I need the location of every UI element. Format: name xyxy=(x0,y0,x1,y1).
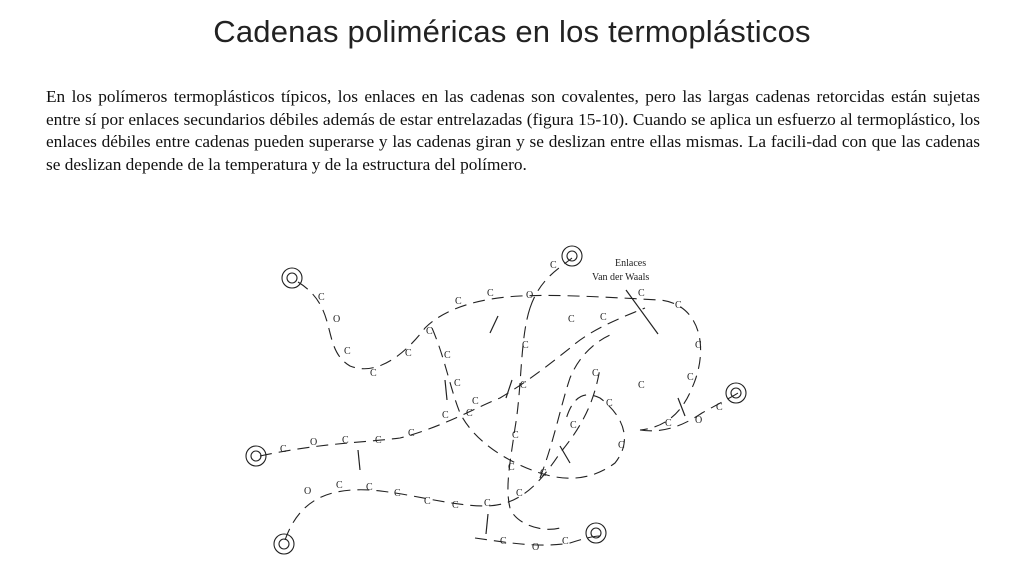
chain-3 xyxy=(285,368,600,540)
svg-text:C: C xyxy=(452,500,459,511)
svg-text:C: C xyxy=(687,372,694,383)
chain-2 xyxy=(260,308,645,456)
svg-text:C: C xyxy=(695,340,702,351)
annotation-line-2: Van der Waals xyxy=(592,272,650,283)
svg-text:C: C xyxy=(444,350,451,361)
svg-text:C: C xyxy=(342,435,349,446)
svg-text:O: O xyxy=(532,542,540,553)
svg-text:C: C xyxy=(665,418,672,429)
svg-text:C: C xyxy=(500,536,507,547)
atom-labels xyxy=(280,260,723,553)
svg-text:C: C xyxy=(466,408,473,419)
svg-text:C: C xyxy=(394,488,401,499)
svg-text:C: C xyxy=(280,444,287,455)
svg-text:C: C xyxy=(606,398,613,409)
benzene-ring-4 xyxy=(274,534,294,554)
svg-text:C: C xyxy=(366,482,373,493)
annotation-line-1: Enlaces xyxy=(615,258,647,269)
svg-text:C: C xyxy=(592,368,599,379)
svg-text:C: C xyxy=(570,420,577,431)
svg-text:C: C xyxy=(508,462,515,473)
svg-text:C: C xyxy=(442,410,449,421)
svg-text:C: C xyxy=(426,326,433,337)
benzene-ring-1 xyxy=(282,268,302,288)
svg-text:C: C xyxy=(487,288,494,299)
chain-8 xyxy=(540,333,615,478)
svg-text:C: C xyxy=(550,260,557,271)
svg-text:C: C xyxy=(454,378,461,389)
svg-text:C: C xyxy=(370,368,377,379)
polymer-chain-figure xyxy=(240,238,800,568)
svg-text:C: C xyxy=(540,468,547,479)
svg-text:C: C xyxy=(638,288,645,299)
svg-text:C: C xyxy=(520,380,527,391)
svg-text:C: C xyxy=(512,430,519,441)
svg-text:C: C xyxy=(618,440,625,451)
svg-text:C: C xyxy=(408,428,415,439)
polymer-chain-diagram xyxy=(240,238,800,568)
chain-7 xyxy=(640,393,738,431)
svg-text:C: C xyxy=(318,292,325,303)
svg-text:C: C xyxy=(675,300,682,311)
svg-text:C: C xyxy=(562,536,569,547)
svg-text:C: C xyxy=(344,346,351,357)
svg-text:C: C xyxy=(568,314,575,325)
benzene-ring-3 xyxy=(246,446,266,466)
svg-text:O: O xyxy=(304,486,312,497)
benzene-ring-5 xyxy=(726,383,746,403)
svg-text:C: C xyxy=(405,348,412,359)
svg-text:C: C xyxy=(522,340,529,351)
svg-text:C: C xyxy=(600,312,607,323)
svg-text:O: O xyxy=(310,437,318,448)
svg-text:C: C xyxy=(424,496,431,507)
svg-text:C: C xyxy=(455,296,462,307)
svg-text:O: O xyxy=(526,290,534,301)
benzene-ring-2 xyxy=(562,246,582,266)
svg-text:C: C xyxy=(716,402,723,413)
svg-text:C: C xyxy=(375,435,382,446)
svg-text:C: C xyxy=(638,380,645,391)
svg-text:C: C xyxy=(516,488,523,499)
chain-1 xyxy=(298,282,701,430)
svg-text:C: C xyxy=(336,480,343,491)
benzene-ring-6 xyxy=(586,523,606,543)
svg-text:O: O xyxy=(695,415,703,426)
body-paragraph: En los polímeros termoplásticos típicos, los enlaces en las cadenas son covalentes, pero las largas cadenas retorcidas están sujetas entre sí por enlaces secundarios débiles además de estar entrelazadas (figura 15-10). Cuando se aplica un esfuerzo al termoplástico, los enlaces débiles entre cadenas pueden superarse y las cadenas giran y se deslizan entre ellas mismas. La facili-dad con que las cadenas se deslizan depende de la temperatura y de la estructura del polímero. xyxy=(46,87,980,174)
svg-text:O: O xyxy=(333,314,341,325)
svg-text:C: C xyxy=(484,498,491,509)
svg-text:C: C xyxy=(472,396,479,407)
slide-title: Cadenas poliméricas en los termoplásticos xyxy=(213,14,811,49)
